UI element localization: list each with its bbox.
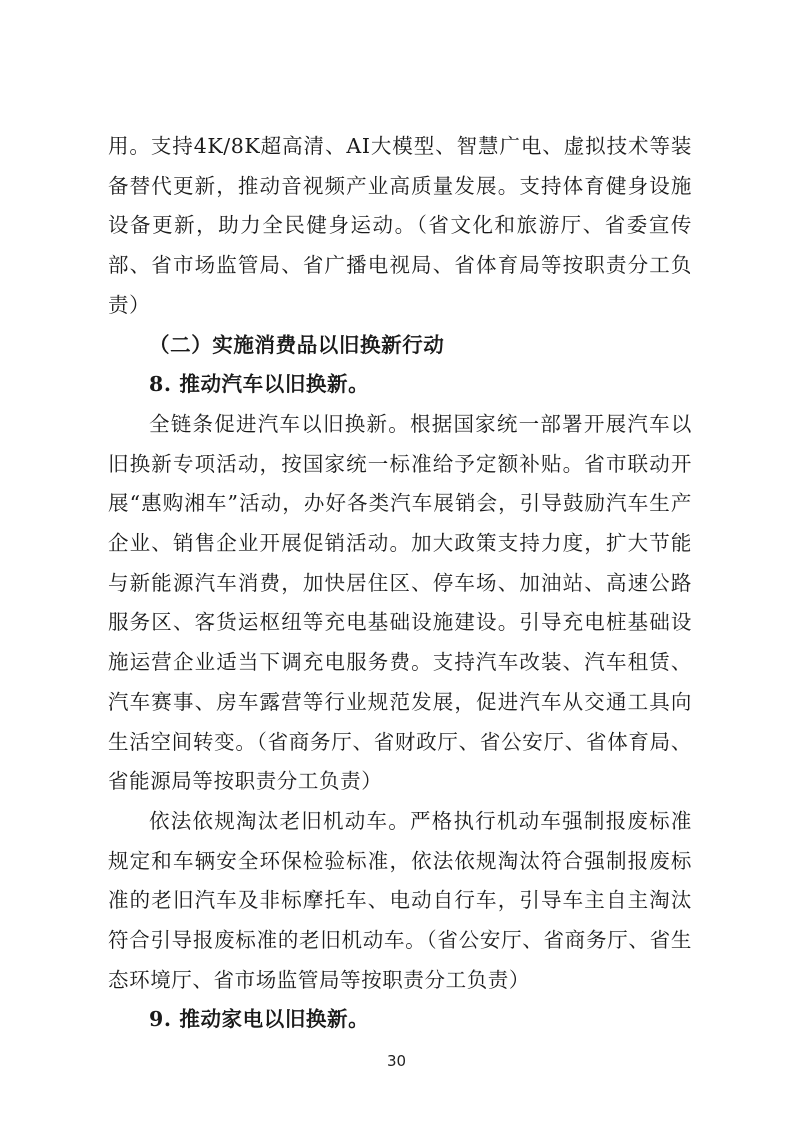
paragraph-vehicle-scrapping: 依法依规淘汰老旧机动车。严格执行机动车强制报废标准规定和车辆安全环保检验标准，依法依规淘汰符合强制报废标准的老旧汽车及非标摩托车、电动自行车，引导车主自主淘汰符合引导报废标准的老旧机动车。（省公安厅、省商务厅、省生态环境厅、省市场监管局等按职责分工负责）	[108, 808, 692, 992]
body-text	[108, 127, 692, 1040]
page-number: 30	[386, 1052, 407, 1070]
section-heading: （二）实施消费品以旧换新行动	[149, 332, 445, 357]
item-heading-9: 9. 推动家电以旧换新。	[149, 1007, 370, 1032]
paragraph-car-trade-in: 全链条促进汽车以旧换新。根据国家统一部署开展汽车以旧换新专项活动，按国家统一标准给予定额补贴。省市联动开展“惠购湘车”活动，办好各类汽车展销会，引导鼓励汽车生产企业、销售企业开展促销活动。加大政策支持力度，扩大节能与新能源汽车消费，加快居住区、停车场、加油站、高速公路服务区、客货运枢纽等充电基础设施建设。引导充电桩基础设施运营企业适当下调充电服务费。支持汽车改装、汽车租赁、汽车赛事、房车露营等行业规范发展，促进汽车从交通工具向生活空间转变。（省商务厅、省财政厅、省公安厅、省体育局、省能源局等按职责分工负责）	[108, 411, 692, 794]
paragraph-continuation: 用。支持4K/8K超高清、AI大模型、智慧广电、虚拟技术等装备替代更新，推动音视频产业高质量发展。支持体育健身设施设备更新，助力全民健身运动。（省文化和旅游厅、省委宣传部、省市场监管局、省广播电视局、省体育局等按职责分工负责）	[108, 134, 692, 317]
item-heading-8: 8. 推动汽车以旧换新。	[149, 372, 370, 397]
